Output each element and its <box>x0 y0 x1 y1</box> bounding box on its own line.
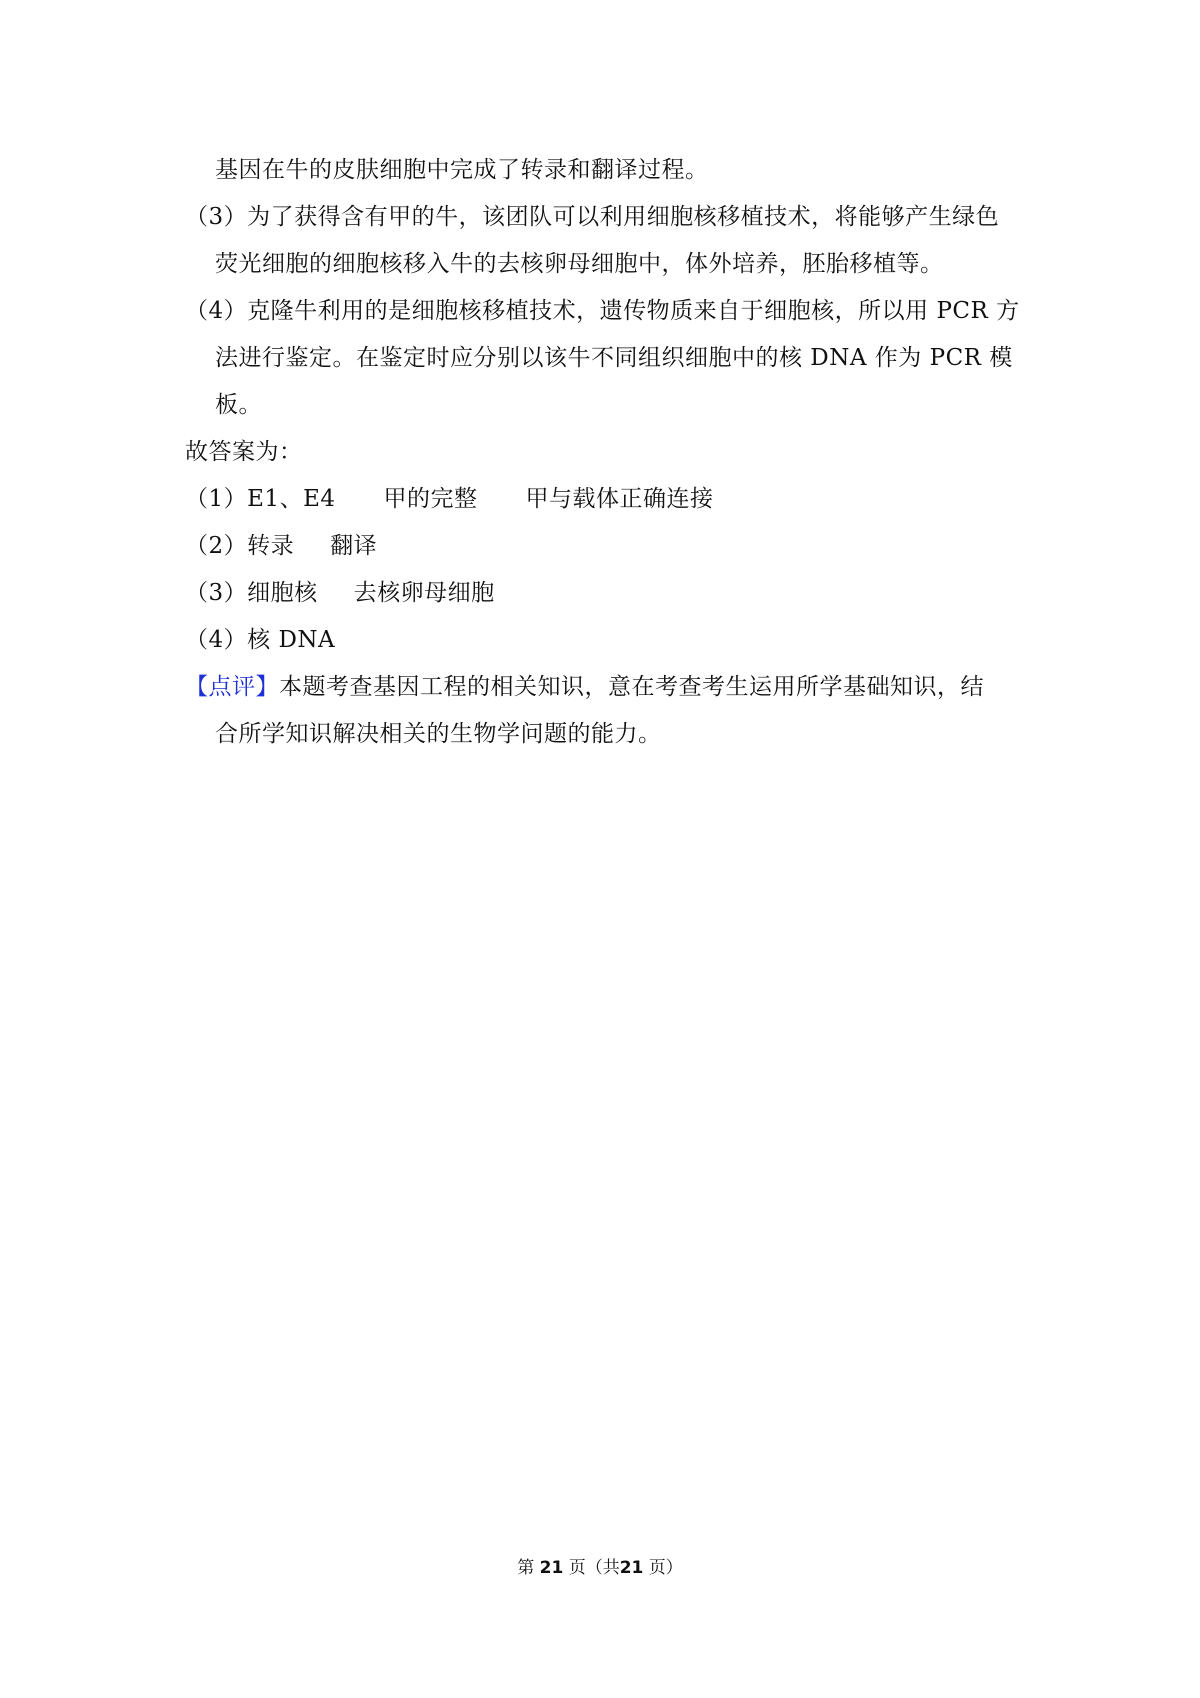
body-line-5: 法进行鉴定。在鉴定时应分别以该牛不同组织细胞中的核 DNA 作为 PCR 模 <box>215 345 1013 371</box>
comment-line-1 <box>185 664 1025 711</box>
body-line-4: （4）克隆牛利用的是细胞核移植技术，遗传物质来自于细胞核，所以用 PCR 方 <box>185 298 1020 324</box>
answer-3-number: （3） <box>185 580 248 606</box>
answer-2-part-1: 转录 <box>247 533 295 559</box>
comment-line-2: 合所学知识解决相关的生物学问题的能力。 <box>215 721 662 747</box>
answer-1-part-1: E1、E4 <box>247 486 336 512</box>
footer-page-number: 21 <box>539 1558 564 1578</box>
body-line-2: （3）为了获得含有甲的牛，该团队可以利用细胞核移植技术，将能够产生绿色 <box>185 204 1000 230</box>
page-footer <box>0 1556 1200 1580</box>
answer-4 <box>185 617 1025 664</box>
footer-suffix: 页） <box>648 1558 683 1578</box>
answer-3 <box>185 570 1025 617</box>
body-line-1: 基因在牛的皮肤细胞中完成了转录和翻译过程。 <box>215 157 709 183</box>
answer-3-part-2: 去核卵母细胞 <box>353 580 495 606</box>
answer-4-number: （4） <box>185 627 248 653</box>
answer-2-number: （2） <box>185 533 248 559</box>
comment-text-1: 本题考查基因工程的相关知识，意在考查考生运用所学基础知识，结 <box>279 674 984 700</box>
body-line-6: 板。 <box>215 392 262 418</box>
answer-1-part-2: 甲的完整 <box>383 486 478 512</box>
page-content <box>185 147 1025 758</box>
answer-1-number: （1） <box>185 486 248 512</box>
body-line-3: 荧光细胞的细胞核移入牛的去核卵母细胞中，体外培养，胚胎移植等。 <box>215 251 944 277</box>
answer-1 <box>185 476 1025 523</box>
footer-total-pages: 21 <box>619 1558 644 1578</box>
answer-3-part-1: 细胞核 <box>247 580 318 606</box>
answer-2-part-2: 翻译 <box>330 533 378 559</box>
answer-heading: 故答案为： <box>185 439 303 465</box>
answer-2 <box>185 523 1025 570</box>
answer-1-part-3: 甲与载体正确连接 <box>525 486 714 512</box>
footer-prefix: 第 <box>517 1558 535 1578</box>
footer-middle: 页（共 <box>568 1558 620 1578</box>
comment-tag: 【点评】 <box>185 674 279 700</box>
answer-4-part-1: 核 DNA <box>247 627 336 653</box>
